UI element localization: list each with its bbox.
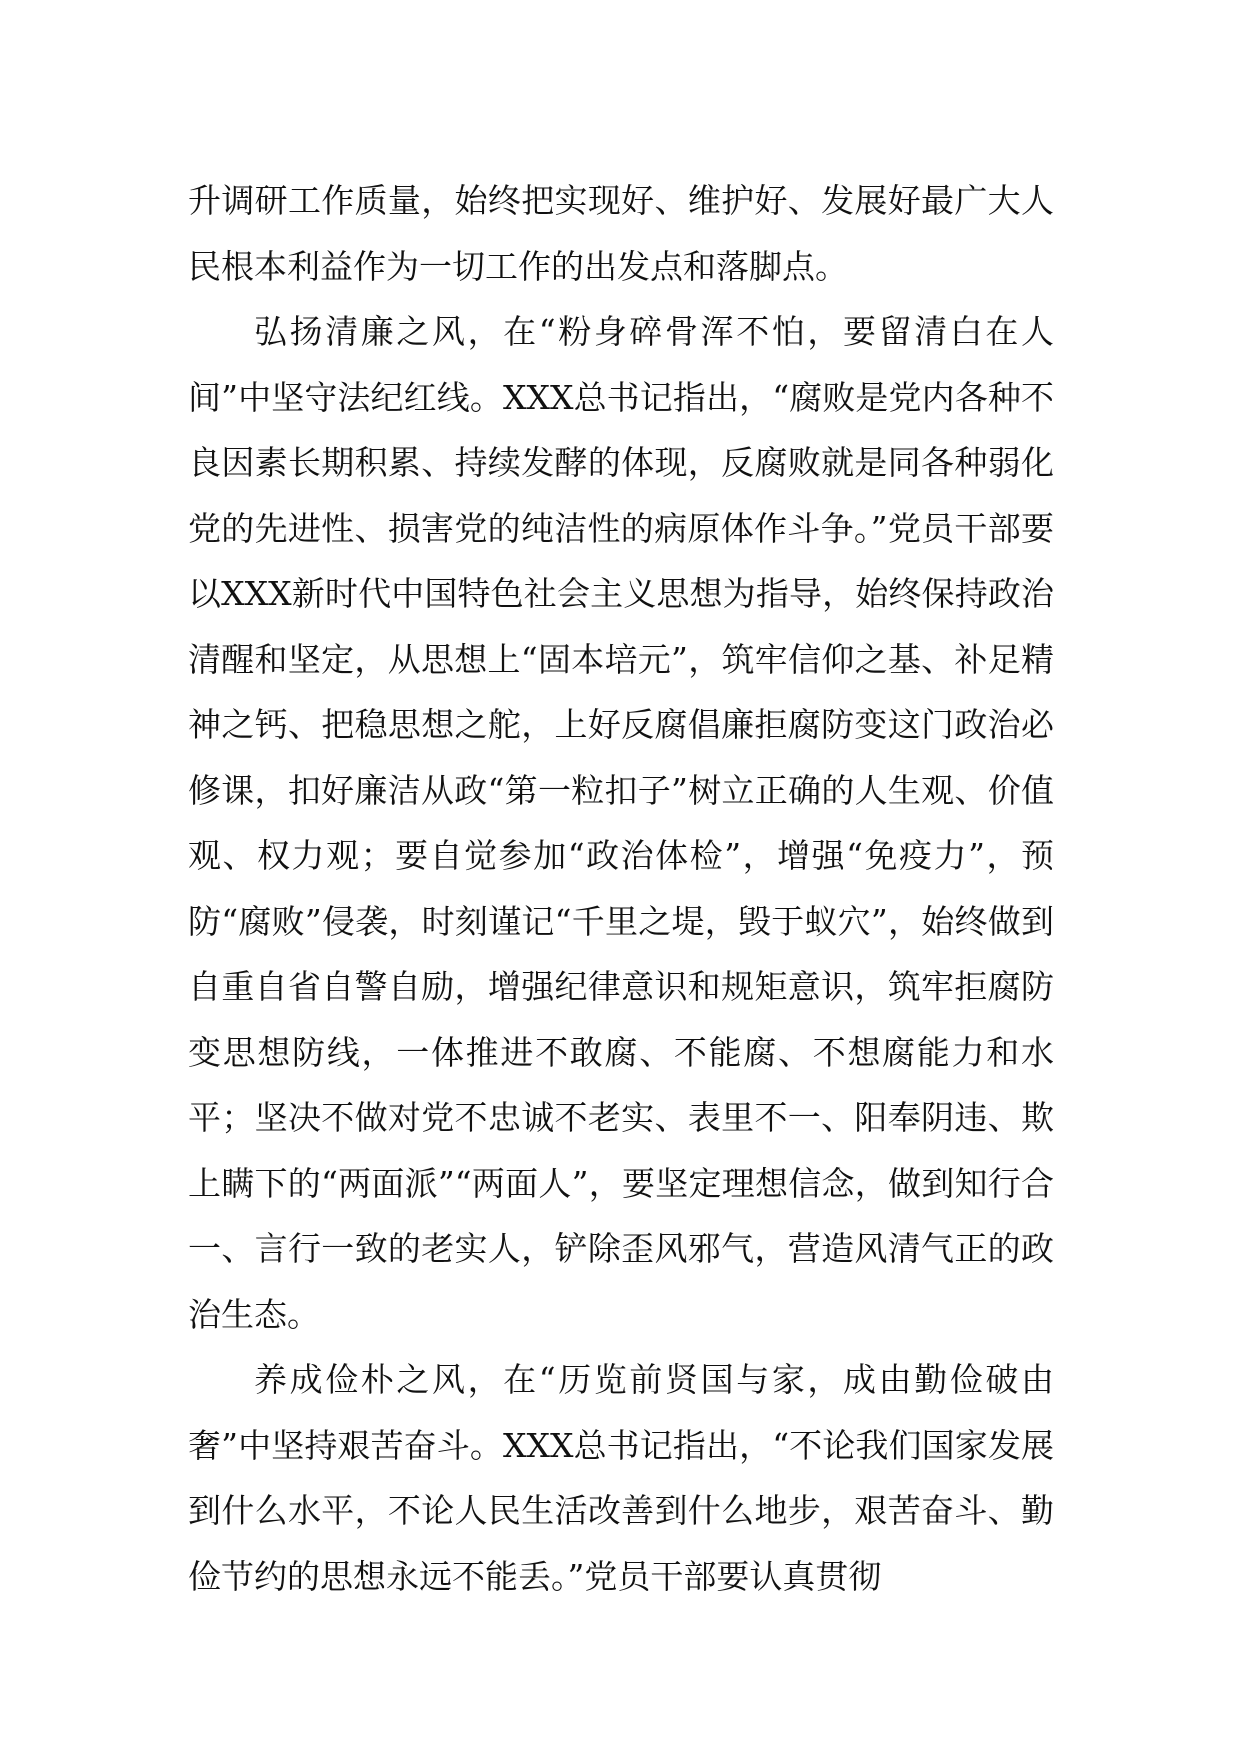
paragraph-integrity: 弘扬清廉之风，在“粉身碎骨浑不怕，要留清白在人间”中坚守法纪红线。XXX总书记指出，“腐败是党内各种不良因素长期积累、持续发酵的体现，反腐败就是同各种弱化党的先进性、损害党的纯洁性的病原体作斗争。”党员干部要以XXX新时代中国特色社会主义思想为指导，始终保持政治清醒和坚定，从思想上“固本培元”，筑牢信仰之基、补足精神之钙、把稳思想之舵，上好反腐倡廉拒腐防变这门政治必修课，扣好廉洁从政“第一粒扣子”树立正确的人生观、价值观、权力观；要自觉参加“政治体检”，增强“免疫力”，预防“腐败”侵袭，时刻谨记“千里之堤，毁于蚁穴”，始终做到自重自省自警自励，增强纪律意识和规矩意识，筑牢拒腐防变思想防线，一体推进不敢腐、不能腐、不想腐能力和水平；坚决不做对党不忠诚不老实、表里不一、阳奉阴违、欺上瞒下的“两面派”“两面人”，要坚定理想信念，做到知行合一、言行一致的老实人，铲除歪风邪气，营造风清气正的政治生态。: [188, 312, 1054, 1334]
paragraph-frugality: 养成俭朴之风，在“历览前贤国与家，成由勤俭破由奢”中坚持艰苦奋斗。XXX总书记指出，“不论我们国家发展到什么水平，不论人民生活改善到什么地步，艰苦奋斗、勤俭节约的思想永远不能丢。”党员干部要认真贯彻: [188, 1360, 1054, 1596]
paragraph-continuation: 升调研工作质量，始终把实现好、维护好、发展好最广大人民根本利益作为一切工作的出发点和落脚点。: [188, 181, 1054, 286]
document-body: [188, 168, 1054, 1609]
